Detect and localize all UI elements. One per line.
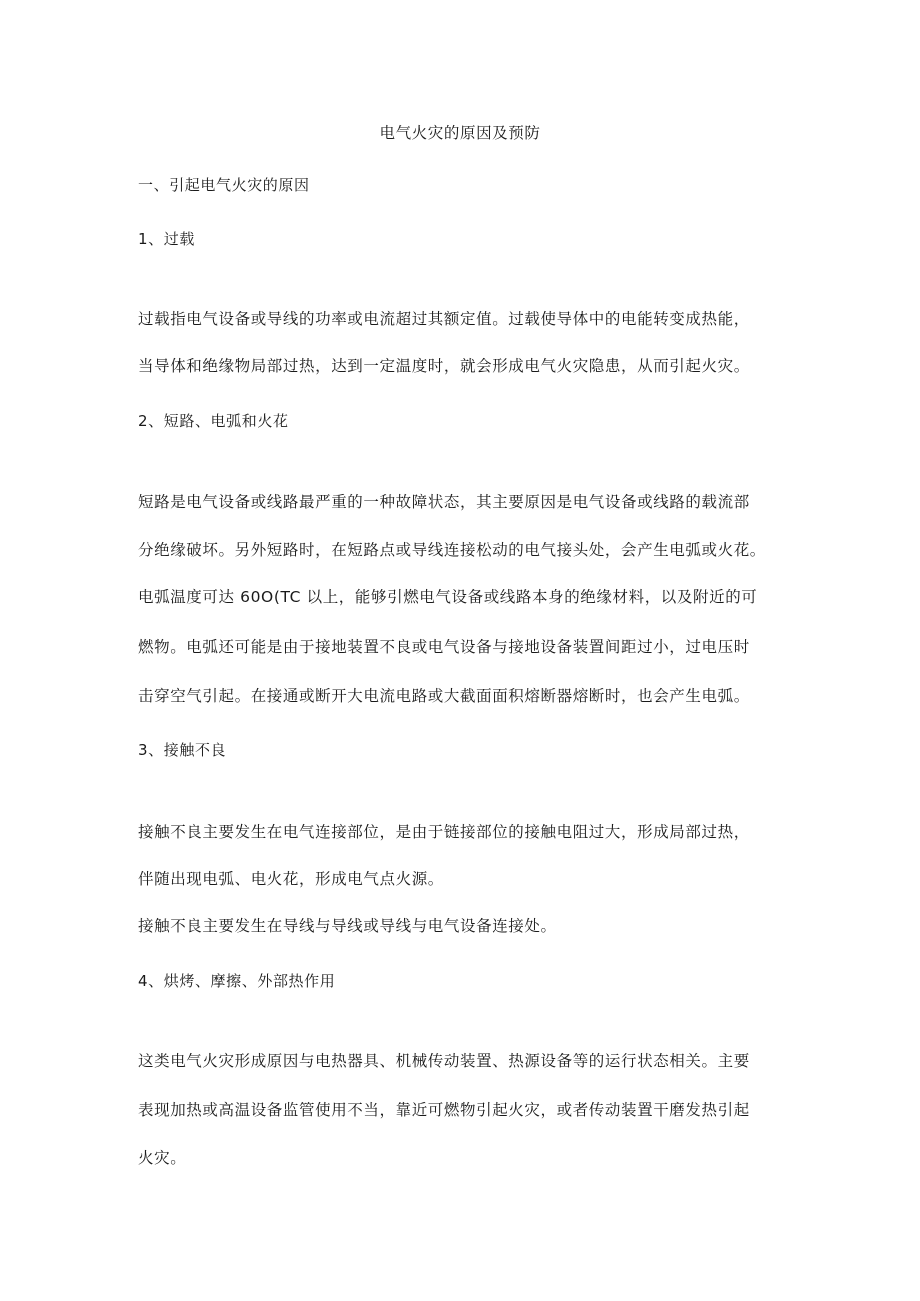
document-title: 电气火灾的原因及预防 xyxy=(379,124,541,142)
paragraph-line: 表现加热或高温设备监管使用不当，靠近可燃物引起火灾，或者传动装置干磨发热引起 xyxy=(138,1101,750,1119)
paragraph-line: 分绝缘破坏。另外短路时，在短路点或导线连接松动的电气接头处，会产生电弧或火花。 xyxy=(138,541,766,559)
subsection-heading-poor-contact: 3、接触不良 xyxy=(138,741,227,759)
paragraph-line: 接触不良主要发生在导线与导线或导线与电气设备连接处。 xyxy=(138,917,557,935)
paragraph-line: 过载指电气设备或导线的功率或电流超过其额定值。过载使导体中的电能转变成热能， xyxy=(138,310,750,328)
paragraph-line: 这类电气火灾形成原因与电热器具、机械传动装置、热源设备等的运行状态相关。主要 xyxy=(138,1052,750,1070)
subsection-heading-heating-friction: 4、烘烤、摩擦、外部热作用 xyxy=(138,972,336,990)
paragraph-line: 火灾。 xyxy=(138,1149,187,1167)
paragraph-line: 击穿空气引起。在接通或断开大电流电路或大截面面积熔断器熔断时，也会产生电弧。 xyxy=(138,687,750,705)
paragraph-line: 电弧温度可达 60O(TC 以上，能够引燃电气设备或线路本身的绝缘材料，以及附近的可 xyxy=(138,588,758,606)
paragraph-line: 短路是电气设备或线路最严重的一种故障状态，其主要原因是电气设备或线路的载流部 xyxy=(138,493,750,511)
subsection-heading-overload: 1、过载 xyxy=(138,230,195,248)
paragraph-line: 伴随出现电弧、电火花，形成电气点火源。 xyxy=(138,870,444,888)
paragraph-line: 接触不良主要发生在电气连接部位，是由于链接部位的接触电阻过大，形成局部过热， xyxy=(138,823,750,841)
paragraph-line: 当导体和绝缘物局部过热，达到一定温度时，就会形成电气火灾隐患，从而引起火灾。 xyxy=(138,357,750,375)
section-heading: 一、引起电气火灾的原因 xyxy=(138,176,310,194)
paragraph-line: 燃物。电弧还可能是由于接地装置不良或电气设备与接地设备装置间距过小，过电压时 xyxy=(138,638,750,656)
subsection-heading-short-circuit: 2、短路、电弧和火花 xyxy=(138,412,289,430)
